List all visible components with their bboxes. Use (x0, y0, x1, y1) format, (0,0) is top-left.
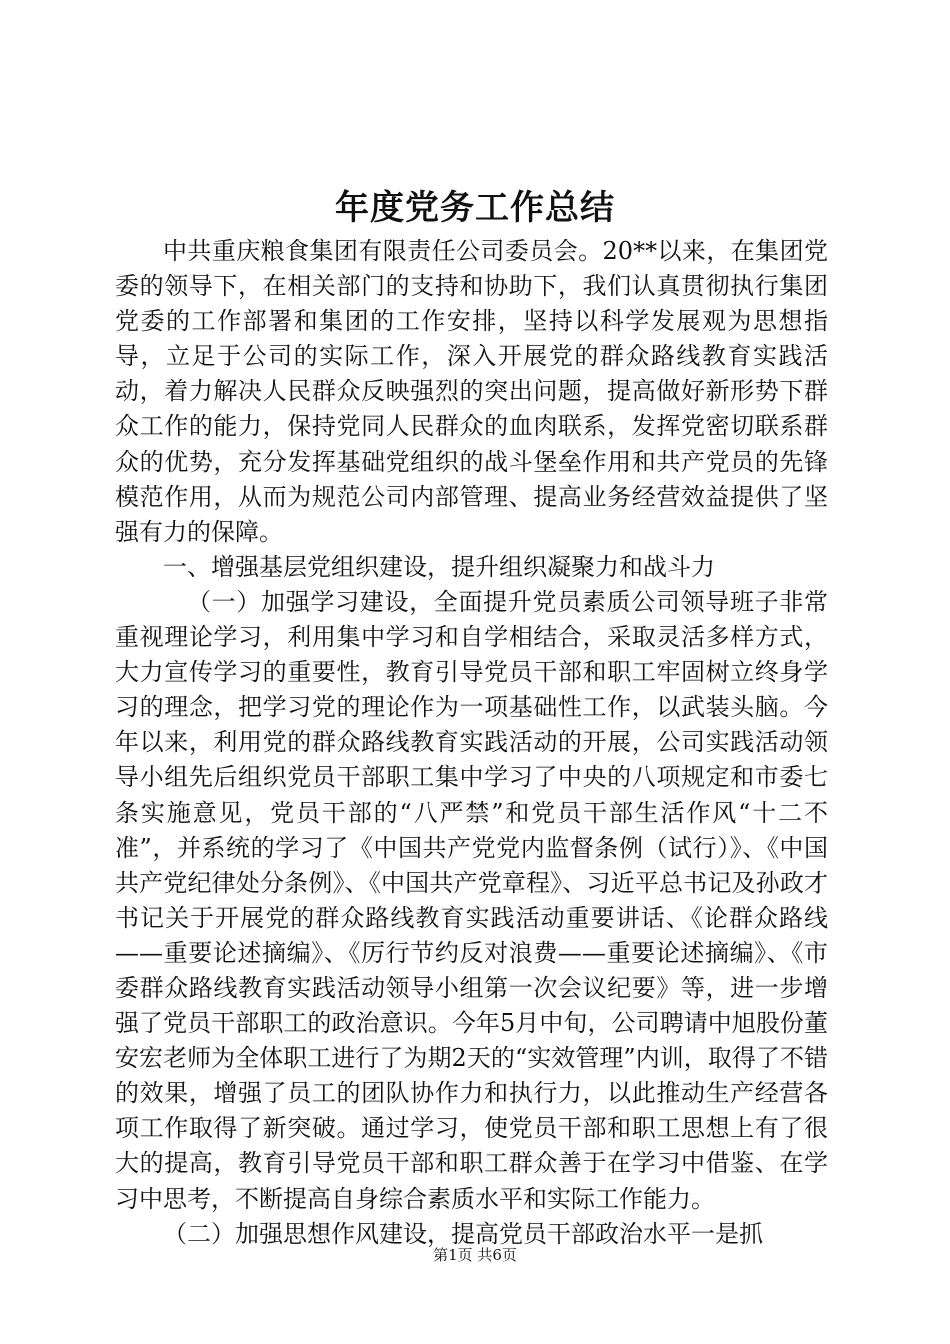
section-heading-1: 一、增强基层党组织建设，提升组织凝聚力和战斗力 (163, 552, 715, 581)
page-title: 年度党务工作总结 (335, 188, 615, 228)
subsection-1: （一）加强学习建设，全面提升党员素质公司领导班子非常重视理论学习，利用集中学习和自学相结合，采取灵活多样方式，大力宣传学习的重要性，教育引导党员干部和职工牢固树立终身学习的理念，把学习党的理论作为一项基础性工作，以武装头脑。今年以来，利用党的群众路线教育实践活动的开展，公司实践活动领导小组先后组织党员干部职工集中学习了中央的八项规定和市委七条实施意见，党员干部的“八严禁”和党员干部生活作风“十二不准”，并系统的学习了《中国共产党党内监督条例（试行）》、《中国共产党纪律处分条例》、《中国共产党章程》、习近平总书记及孙政才书记关于开展党的群众路线教育实践活动重要讲话、《论群众路线——重要论述摘编》、《厉行节约反对浪费——重要论述摘编》、《市委群众路线教育实践活动领导小组第一次会议纪要》等，进一步增强了党员干部职工的政治意识。今年5月中旬，公司聘请中旭股份董安宏老师为全体职工进行了为期2天的“实效管理”内训，取得了不错的效果，增强了员工的团队协作力和执行力，以此推动生产经营各项工作取得了新突破。通过学习，使党员干部和职工思想上有了很大的提高，教育引导党员干部和职工群众善于在学习中借鉴、在学习中思考，不断提高自身综合素质水平和实际工作能力。 (115, 587, 828, 1213)
subsection-2: （二）加强思想作风建设，提高党员干部政治水平一是抓 (163, 1219, 763, 1248)
paragraph-intro: 中共重庆粮食集团有限责任公司委员会。20**以来，在集团党委的领导下，在相关部门的支持和协助下，我们认真贯彻执行集团党委的工作部署和集团的工作安排，坚持以科学发展观为思想指导，立足于公司的实际工作，深入开展党的群众路线教育实践活动，着力解决人民群众反映强烈的突出问题，提高做好新形势下群众工作的能力，保持党同人民群众的血肉联系，发挥党密切联系群众的优势，充分发挥基础党组织的战斗堡垒作用和共产党员的先锋模范作用，从而为规范公司内部管理、提高业务经营效益提供了坚强有力的保障。 (115, 237, 828, 546)
document-body (115, 234, 828, 1252)
page-number: 第1页 共6页 (433, 1246, 517, 1264)
